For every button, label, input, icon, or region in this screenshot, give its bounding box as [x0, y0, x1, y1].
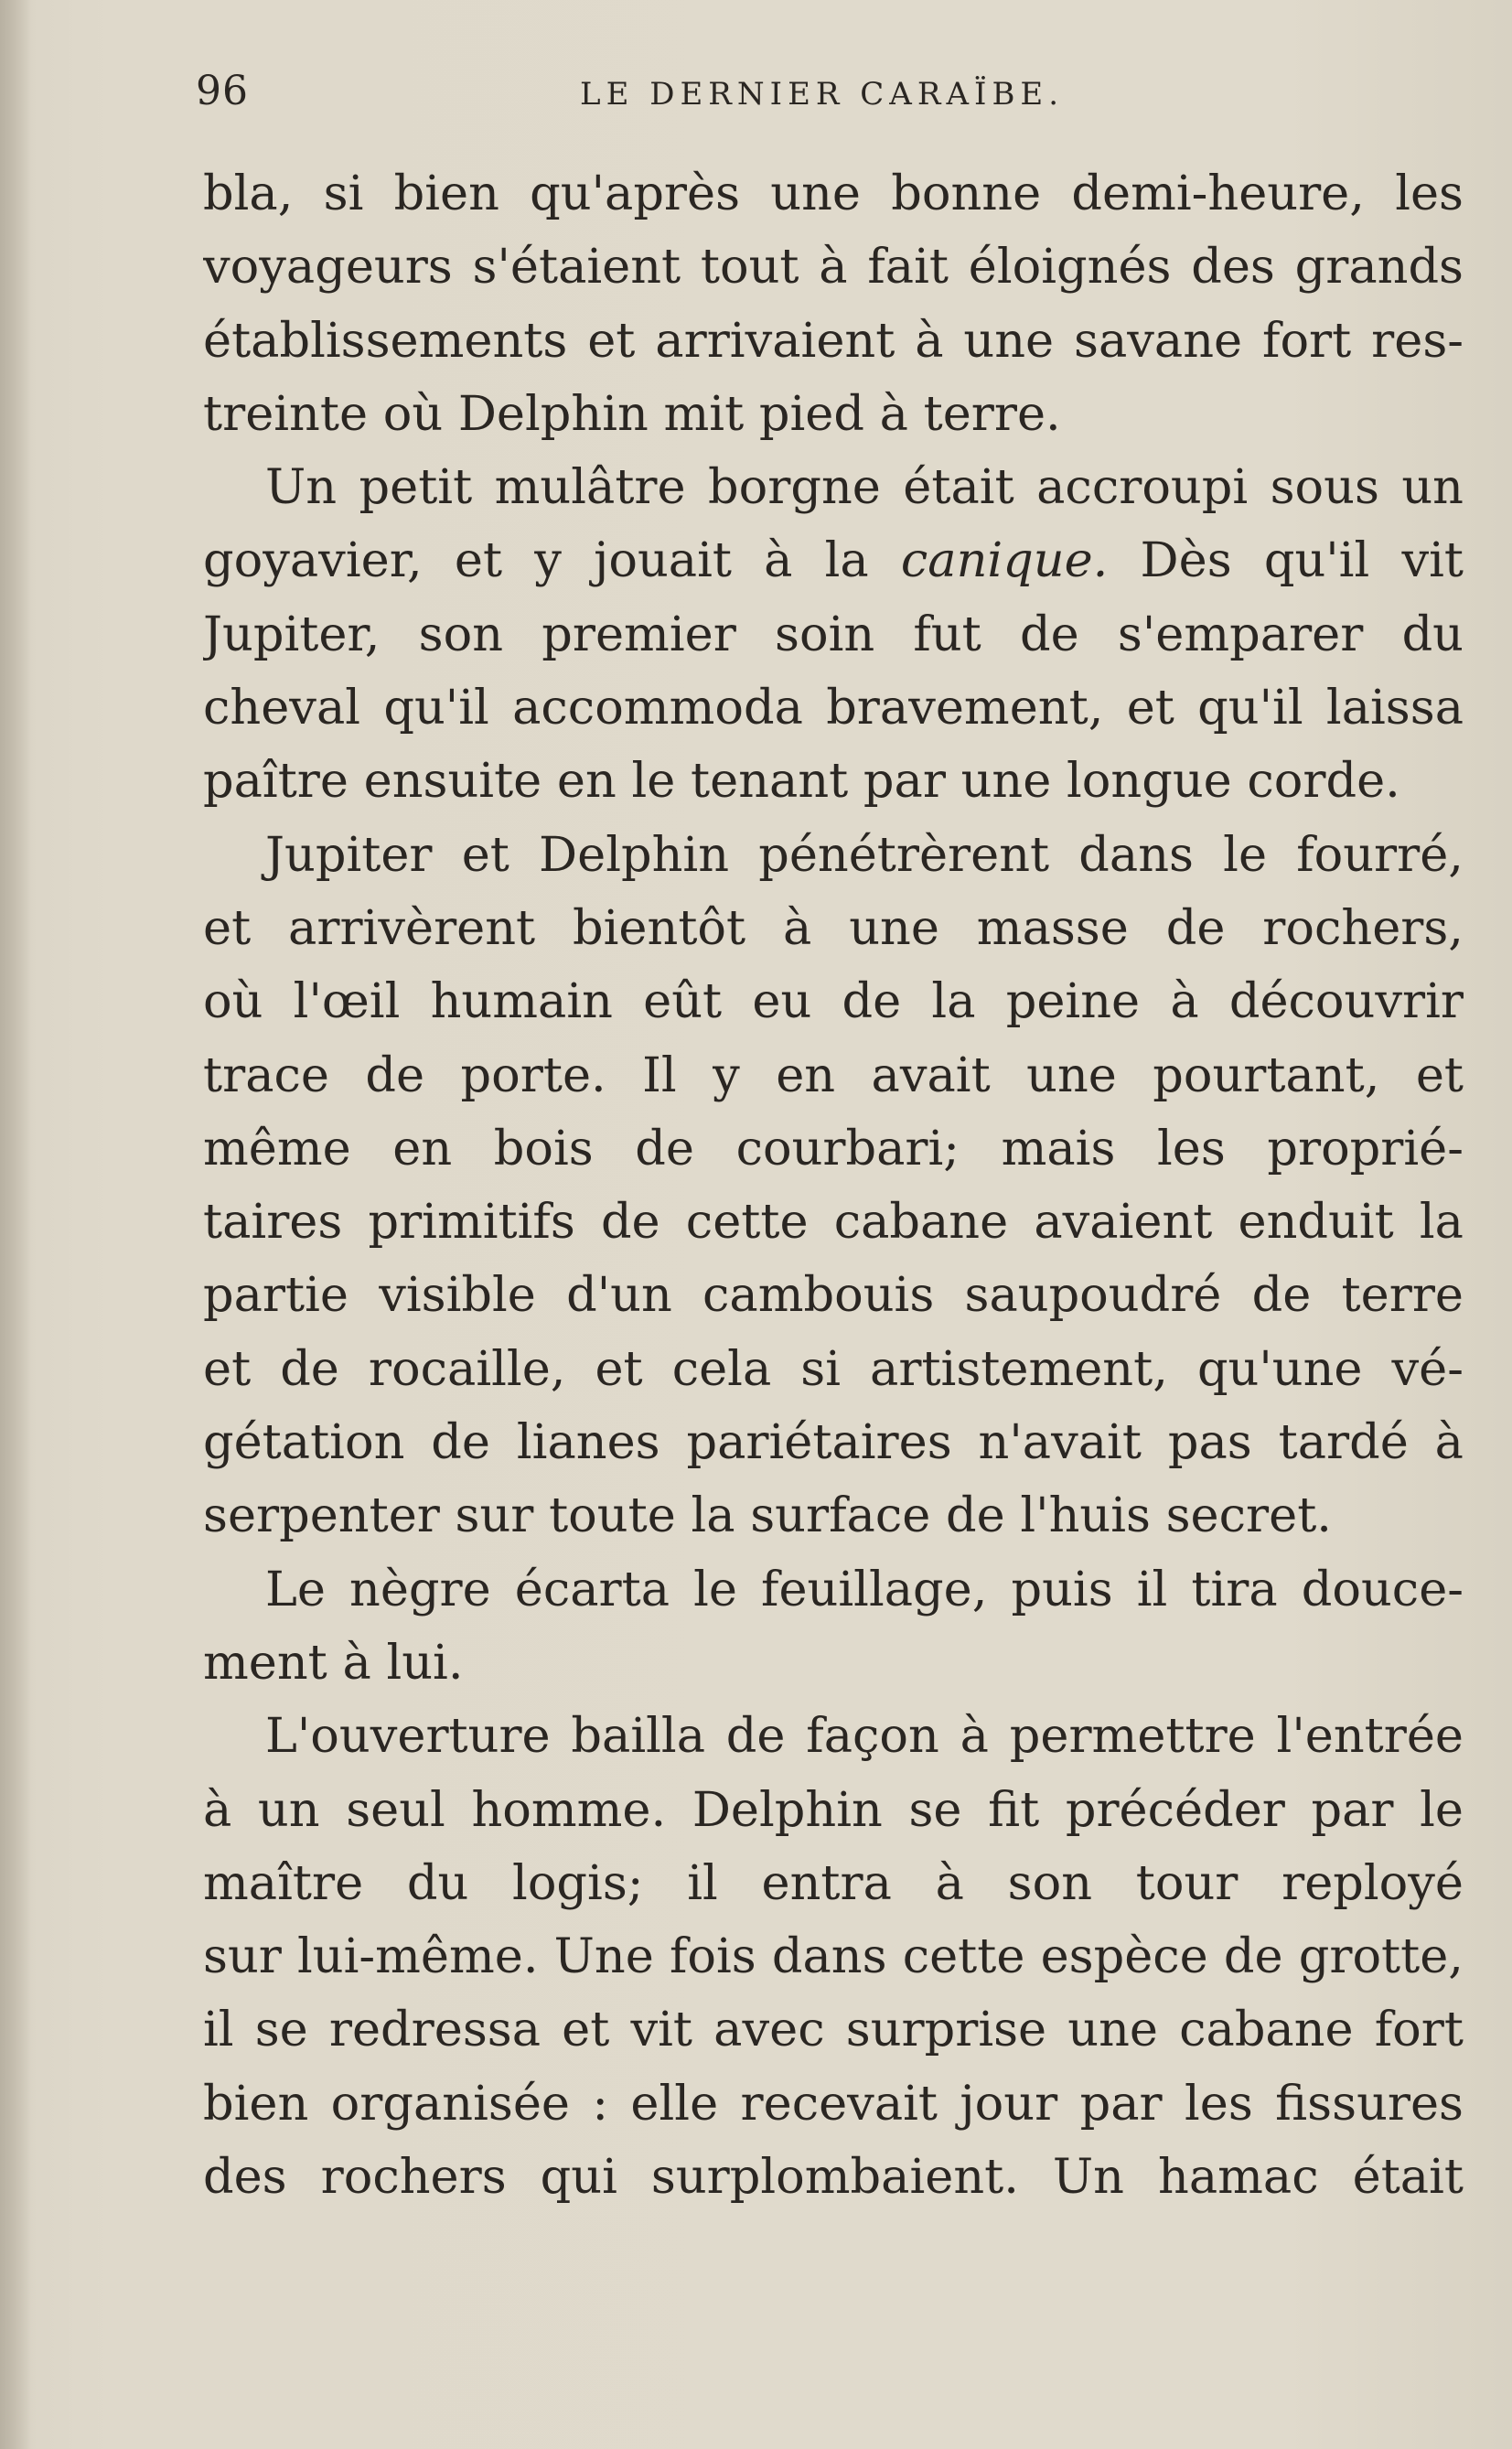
text-line: [203, 1627, 1464, 1700]
text-line: [203, 378, 1464, 451]
text-line: [203, 1774, 1464, 1847]
text-line-content: Un petit mulâtre borgne était accroupi sous un: [265, 459, 1464, 516]
text-line: [203, 1700, 1464, 1773]
text-line: [203, 598, 1464, 671]
text-line-content: bien organisée : elle recevait jour par les fissures: [203, 2075, 1464, 2132]
text-line: [203, 1847, 1464, 1920]
text-line-content: même en bois de courbari; mais les proprié-: [203, 1120, 1464, 1176]
text-line-content: bla, si bien qu'après une bonne demi-heure, les: [203, 166, 1464, 221]
gutter-shadow: [0, 0, 31, 2449]
text-line: [203, 1112, 1464, 1186]
text-line-content: cheval qu'il accommoda bravement, et qu'il laissa: [203, 680, 1464, 736]
text-line: [203, 671, 1464, 745]
text-line: [203, 157, 1464, 231]
text-line-content: et de rocaille, et cela si artistement, qu'une vé-: [203, 1340, 1464, 1397]
text-line-content: taires primitifs de cette cabane avaient enduit la: [203, 1194, 1464, 1251]
text-line: [203, 1920, 1464, 1993]
text-line: [203, 819, 1464, 892]
text-line-content: Jupiter et Delphin pénétrèrent dans le fourré,: [265, 826, 1464, 883]
text-line-content: ment à lui.: [203, 1634, 464, 1691]
text-line-content: gétation de lianes pariétaires n'avait pas tardé à: [203, 1414, 1464, 1471]
text-line-content: à un seul homme. Delphin se fit précéder par le: [203, 1781, 1464, 1838]
text-line-content: Jupiter, son premier soin fut de s'emparer du: [203, 606, 1464, 662]
text-line: [203, 2141, 1464, 2214]
text-line: [203, 1553, 1464, 1627]
text-line-content: Le nègre écarta le feuillage, puis il tira douce-: [265, 1561, 1464, 1617]
text-line: [203, 965, 1464, 1038]
text-line-content: des rochers qui surplombaient. Un hamac était: [203, 2149, 1464, 2206]
text-line-content: voyageurs s'étaient tout à fait éloignés des grands: [203, 239, 1464, 295]
body-text: [203, 157, 1464, 2214]
text-line-content: paître ensuite en le tenant par une longue corde.: [203, 753, 1400, 810]
text-line: [203, 231, 1464, 304]
text-line-content: il se redressa et vit avec surprise une cabane fort: [203, 2002, 1464, 2058]
text-line: [203, 1993, 1464, 2067]
text-line: [203, 1039, 1464, 1112]
text-line-content: partie visible d'un cambouis saupoudré de terre: [203, 1267, 1464, 1324]
text-line: [203, 1479, 1464, 1552]
text-line: [203, 1259, 1464, 1332]
text-line: [203, 451, 1464, 524]
text-line-content: sur lui-même. Une fois dans cette espèce de grotte,: [203, 1928, 1464, 1985]
text-line-continuation: Dès qu'il vit: [1108, 532, 1464, 589]
text-line: [203, 305, 1464, 378]
text-line-content: treinte où Delphin mit pied à terre.: [203, 385, 1061, 442]
text-line: [203, 524, 1464, 597]
text-line: [203, 745, 1464, 818]
running-head: [196, 66, 1449, 117]
running-title: LE DERNIER CARAÏBE.: [580, 76, 1065, 113]
text-line-content: serpenter sur toute la surface de l'huis secret.: [203, 1488, 1332, 1544]
text-line-content: établissements et arrivaient à une savane fort res-: [203, 312, 1464, 369]
text-line: [203, 1333, 1464, 1406]
text-line-content: et arrivèrent bientôt à une masse de rochers,: [203, 899, 1464, 956]
text-line-content: trace de porte. Il y en avait une pourtant, et: [203, 1047, 1464, 1103]
page-number: 96: [196, 68, 249, 114]
italic-word: canique.: [900, 532, 1109, 589]
text-line-content: L'ouverture bailla de façon à permettre l'entrée: [265, 1708, 1464, 1765]
text-line-content: goyavier, et y jouait à la: [203, 532, 869, 589]
text-line: [203, 2068, 1464, 2141]
text-line-content: maître du logis; il entra à son tour reployé: [203, 1854, 1464, 1911]
text-line-content: où l'œil humain eût eu de la peine à découvrir: [203, 973, 1464, 1030]
text-line: [203, 1406, 1464, 1479]
text-line: [203, 1186, 1464, 1259]
text-line: [203, 892, 1464, 965]
